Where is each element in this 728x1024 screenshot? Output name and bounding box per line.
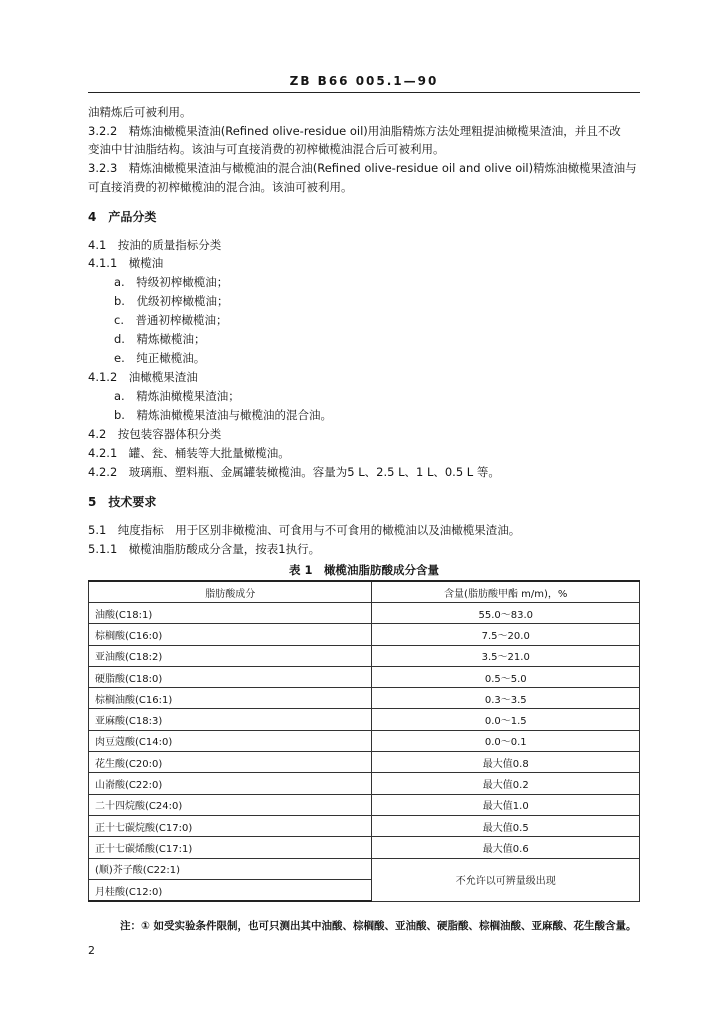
table-cell: 山嵛酸(C22:0)	[89, 773, 372, 794]
table-cell: 0.5～5.0	[372, 666, 640, 687]
table-row	[89, 709, 640, 730]
text-line: 4.1.2 油橄榄果渣油	[88, 370, 198, 384]
text-line: 可直接消费的初榨橄榄油的混合油。该油可被利用。	[88, 180, 353, 194]
table-cell: 花生酸(C20:0)	[89, 752, 372, 773]
fatty-acid-table	[88, 580, 640, 902]
table-cell: 正十七碳烷酸(C17:0)	[89, 815, 372, 836]
table-cell: 棕榈油酸(C16:1)	[89, 688, 372, 709]
list-item: a. 精炼油橄榄果渣油；	[114, 389, 240, 403]
table-row	[89, 773, 640, 794]
table-note: 注：① 如受实验条件限制，也可只测出其中油酸、棕榈酸、亚油酸、硬脂酸、棕榈油酸、亚麻酸、花生酸含量。	[120, 920, 637, 932]
text-line: 4.2.2 玻璃瓶、塑料瓶、金属罐装橄榄油。容量为5 L、2.5 L、1 L、0.5 L 等。	[88, 465, 500, 479]
table-row	[89, 858, 640, 879]
table-cell: 月桂酸(C12:0)	[89, 879, 372, 901]
table-header-row	[89, 581, 640, 603]
table-row	[89, 794, 640, 815]
column-header: 脂肪酸成分	[89, 581, 372, 603]
text-line: 4.1.1 橄榄油	[88, 256, 164, 270]
list-item: a. 特级初榨橄榄油；	[114, 275, 229, 289]
section-heading: 4 产品分类	[88, 210, 157, 224]
text-line: 3.2.3 精炼油橄榄果渣油与橄榄油的混合油(Refined olive-residue oil and olive oil)精炼油橄榄果渣油与	[88, 161, 637, 175]
table-cell-merged: 不允许以可辨量级出现	[372, 858, 640, 901]
table-cell: 亚麻酸(C18:3)	[89, 709, 372, 730]
table-row	[89, 730, 640, 751]
list-item: e. 纯正橄榄油。	[114, 351, 206, 365]
table-row	[89, 815, 640, 836]
table-cell: 0.3～3.5	[372, 688, 640, 709]
list-item: b. 精炼油橄榄果渣油与橄榄油的混合油。	[114, 408, 332, 422]
table-cell: 硬脂酸(C18:0)	[89, 666, 372, 687]
text-line: 4.2.1 罐、瓮、桶装等大批量橄榄油。	[88, 446, 290, 460]
text-line: 油精炼后可被利用。	[88, 105, 192, 119]
table-row	[89, 688, 640, 709]
table-row	[89, 603, 640, 624]
table-cell: 最大值1.0	[372, 794, 640, 815]
text-line: 5.1 纯度指标 用于区别非橄榄油、可食用与不可食用的橄榄油以及油橄榄果渣油。	[88, 523, 521, 537]
table-cell: 油酸(C18:1)	[89, 603, 372, 624]
page-number: 2	[88, 944, 95, 957]
table-row	[89, 624, 640, 645]
table-cell: 肉豆蔻酸(C14:0)	[89, 730, 372, 751]
list-item: c. 普通初榨橄榄油；	[114, 313, 228, 327]
table-row	[89, 666, 640, 687]
text-line: 4.2 按包装容器体积分类	[88, 427, 222, 441]
text-line: 4.1 按油的质量指标分类	[88, 238, 222, 252]
table-cell: 0.0～0.1	[372, 730, 640, 751]
table-row	[89, 752, 640, 773]
section-heading: 5 技术要求	[88, 495, 157, 509]
table-row	[89, 645, 640, 666]
table-cell: 二十四烷酸(C24:0)	[89, 794, 372, 815]
table-cell: 最大值0.5	[372, 815, 640, 836]
table-cell: 55.0～83.0	[372, 603, 640, 624]
column-header: 含量(脂肪酸甲酯 m/m)，%	[372, 581, 640, 603]
table-cell: 最大值0.6	[372, 837, 640, 858]
table-cell: 棕榈酸(C16:0)	[89, 624, 372, 645]
table-cell: 最大值0.8	[372, 752, 640, 773]
table-cell: 0.0～1.5	[372, 709, 640, 730]
table-cell: 最大值0.2	[372, 773, 640, 794]
header-standard-code: ZB B66 005.1—90	[289, 74, 439, 88]
table-cell: 7.5～20.0	[372, 624, 640, 645]
text-line: 变油中甘油脂结构。该油与可直接消费的初榨橄榄油混合后可被利用。	[88, 142, 445, 156]
table-cell: 正十七碳烯酸(C17:1)	[89, 837, 372, 858]
table-cell: 亚油酸(C18:2)	[89, 645, 372, 666]
table-cell: 3.5～21.0	[372, 645, 640, 666]
table-caption: 表 1 橄榄油脂肪酸成分含量	[288, 563, 439, 577]
text-line: 3.2.2 精炼油橄榄果渣油(Refined olive-residue oil)用油脂精炼方法处理粗提油橄榄果渣油，并且不改	[88, 124, 621, 138]
text-line: 5.1.1 橄榄油脂肪酸成分含量，按表1执行。	[88, 542, 321, 556]
list-item: d. 精炼橄榄油；	[114, 332, 206, 346]
header-rule	[88, 92, 640, 93]
list-item: b. 优级初榨橄榄油；	[114, 294, 229, 308]
table-row	[89, 837, 640, 858]
table-cell: (顺)芥子酸(C22:1)	[89, 858, 372, 879]
